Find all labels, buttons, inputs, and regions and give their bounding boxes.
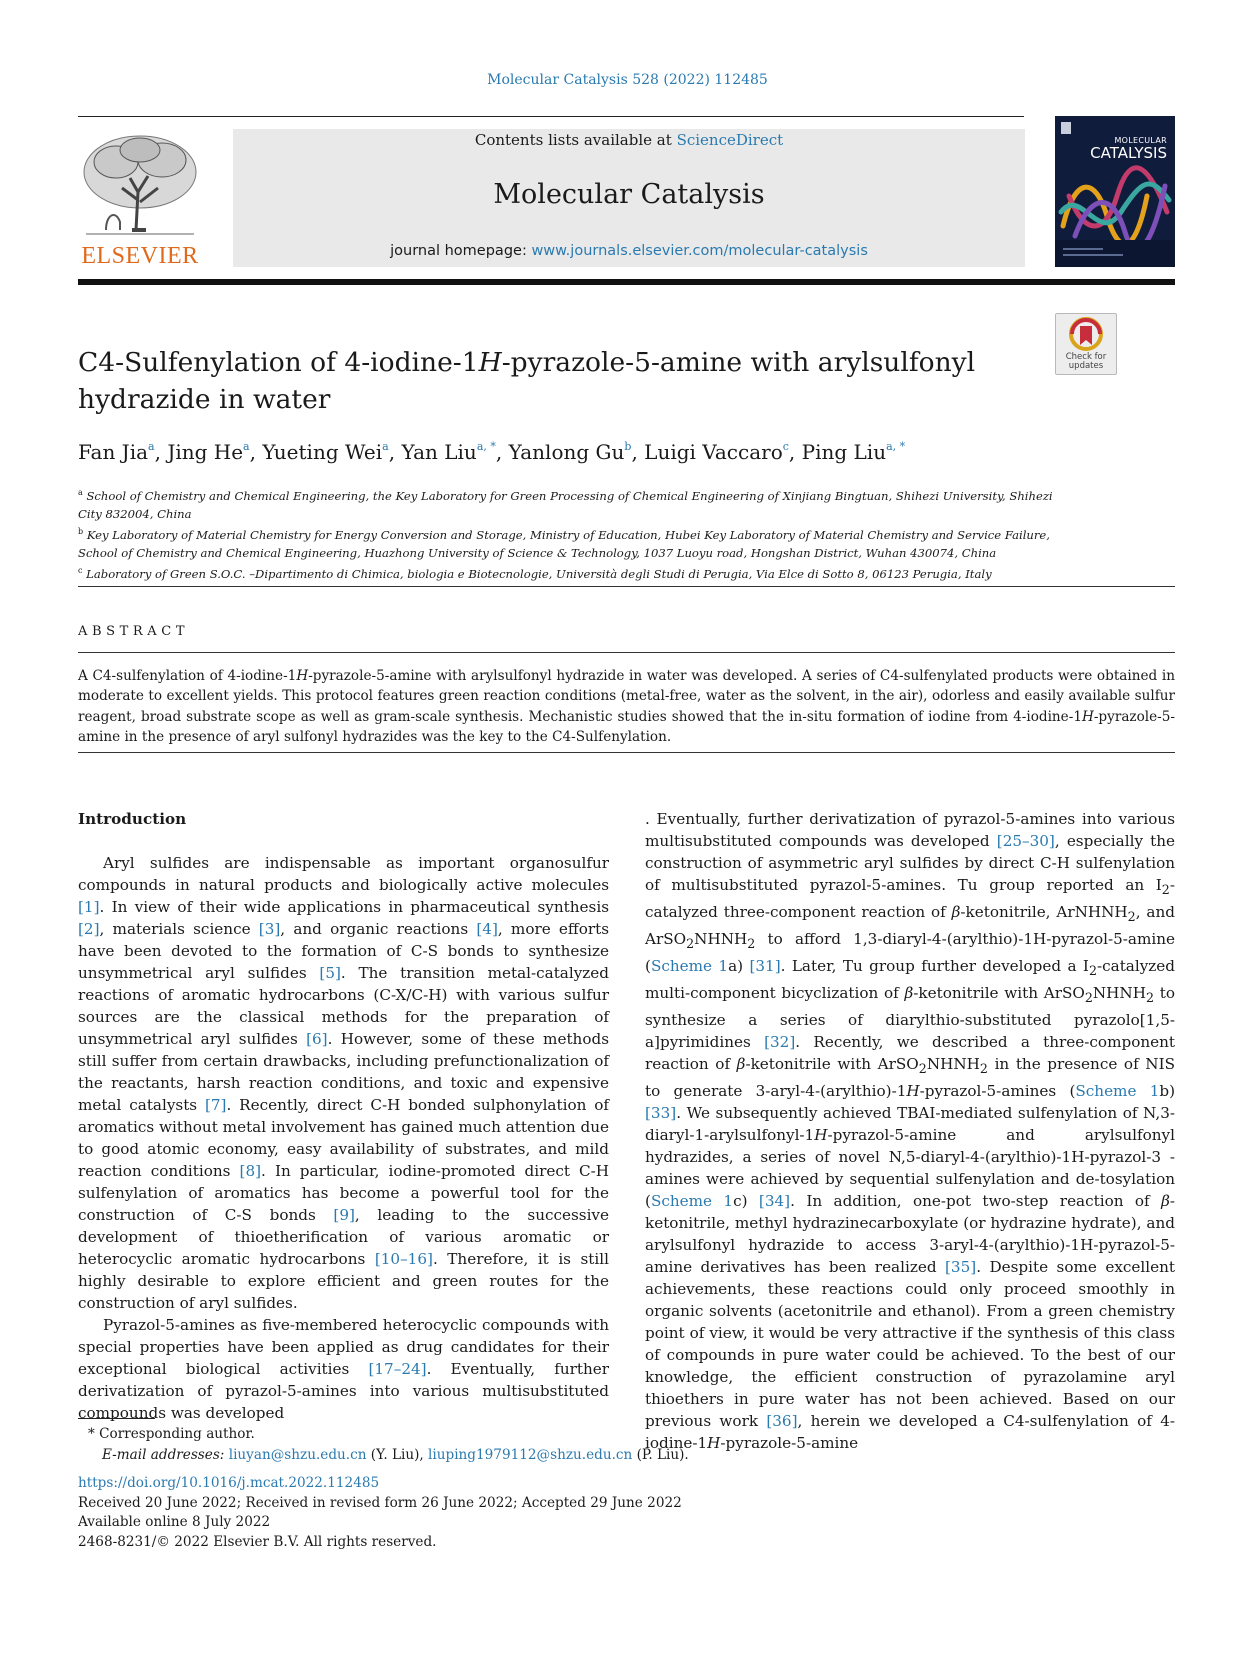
tree-logo-icon (76, 130, 204, 240)
journal-homepage-link[interactable]: www.journals.elsevier.com/molecular-catalysis (531, 243, 868, 259)
check-updates-label: Check for updates (1065, 352, 1107, 371)
paragraph: Pyrazol-5-amines as five-membered heterocyclic compounds with special properties have been applied as drug candidates for their exceptional biological activities [17–24]. Eventually, further derivatization of pyrazol-5-amines into various multisubstituted compounds was developed (78, 1316, 609, 1422)
author: Yanlong Gu (508, 440, 625, 464)
author: Fan Jia (78, 440, 149, 464)
paragraph: Aryl sulfides are indispensable as important organosulfur compounds in natural products and biologically active molecules [1]. In view of their wide applications in pharmaceutical synthesis [2], materials science [3], and organic reactions [4], more efforts have been devoted to the formation of C-S bonds to synthesize unsymmetrical aryl sulfides [5]. The transition metal-catalyzed reactions of aromatic hydrocarbons (C-X/C-H) with various sulfur sources are the classical methods for the preparation of unsymmetrical aryl sulfides [6]. However, some of these methods still suffer from certain drawbacks, including prefunctionalization of the reactants, harsh reaction conditions, and toxic and expensive metal catalysts [7]. Recently, direct C-H bonded sulphonylation of aromatics without metal involvement has gained much attention due to good atomic economy, easy availability of substrates, and mild reaction conditions [8]. In particular, iodine-promoted direct C-H sulfenylation of aromatics has become a powerful tool for the construction of C-S bonds [9], leading to the successive development of thioetherification of various aromatic or heterocyclic aromatic hydrocarbons [10–16]. Therefore, it is still highly desirable to explore efficient and green routes for the construction of aryl sulfides. (78, 854, 610, 1312)
author: Luigi Vaccaro (644, 440, 783, 464)
author: Yueting Wei (262, 440, 383, 464)
publisher-name: ELSEVIER (81, 243, 199, 269)
doi-link[interactable]: https://doi.org/10.1016/j.mcat.2022.112485 (78, 1475, 380, 1491)
reference-link[interactable]: [3] (258, 920, 281, 938)
sciencedirect-link[interactable]: ScienceDirect (676, 131, 784, 149)
reference-link[interactable]: [10–16] (374, 1250, 433, 1268)
author: Jing He (167, 440, 244, 464)
reference-link[interactable]: [17–24] (368, 1360, 427, 1378)
abstract-heading: ABSTRACT (78, 624, 190, 639)
affiliation: $^b$ Key Laboratory of Material Chemistry for Energy Conversion and Storage, Ministry of Education, Hubei Key Laboratory of Material Chemistry and Service Failure, School of Chemistry and Chemical Engineering, Huazhong University of Science & Technology, 1037 Luoyu road, Hongshan District, Wuhan 430074, China (78, 527, 1050, 560)
reference-link[interactable]: [36] (766, 1412, 798, 1431)
affiliations (78, 484, 1078, 584)
scheme-link[interactable]: Scheme 1 (650, 1192, 734, 1211)
journal-name: Molecular Catalysis (493, 179, 765, 210)
email-line: E-mail addresses: liuyan@shzu.edu.cn (Y. Liu), liuping1979112@shzu.edu.cn (P. Liu). (102, 1447, 689, 1463)
body-column-left (78, 808, 609, 1424)
paragraph-continued: . Eventually, further derivatization of pyrazol-5-amines into various multisubstituted compounds was developed [25–30], especially the construction of asymmetric aryl sulfides by direct C-H sulfenylation of multisubstituted pyrazol-5-amines. Tu group reported an $I_2$-catalyzed three-component reaction of β-ketonitrile, ArNHNH$_2$, and $ArSO_2NHNH_2$ to afford 1,3-diaryl-4-(arylthio)-1H-pyrazol-5-amine (Scheme 1a) [31]. Later, Tu group further developed a $I_2$-catalyzed multi-component bicyclization of β-ketonitrile with $ArSO_2NHNH_2$ to synthesize a series of diarylthio-substituted pyrazolo[1,5-a]pyrimidines [32]. Recently, we described a three-component reaction of β-ketonitrile with $ArSO_2NHNH_2$ in the presence of NIS to generate 3-aryl-4-(arylthio)-1H-pyrazol-5-amines (Scheme 1b) [33]. We subsequently achieved TBAI-mediated sulfenylation of N,3-diaryl-1-arylsulfonyl-1H-pyrazol-5-amine and arylsulfonyl hydrazides, a series of novel N,5-diaryl-4-(arylthio)-1H-pyrazol-3 -amines were achieved by sequential sulfenylation and de-tosylation (Scheme 1c) [34]. In addition, one-pot two-step reaction of β-ketonitrile, methyl hydrazinecarboxylate (or hydrazine hydrate), and arylsulfonyl hydrazide to access 3-aryl-4-(arylthio)-1H-pyrazol-5-amine derivatives has been realized [35]. Despite some excellent achievements, these reactions could only proceed smoothly in organic solvents (acetonitrile and ethanol). From a green chemistry point of view, it would be very attractive if the synthesis of this class of compounds in pure water could be achieved. To the best of our knowledge, the efficient construction of pyrazolamine aryl thioethers in pure water has not been achieved. Based on our previous work [36], herein we developed a C4-sulfenylation of 4-iodine-1H-pyrazole-5-amine (645, 810, 1176, 1453)
affiliation: $^a$ School of Chemistry and Chemical Engineering, the Key Laboratory for Green Processing of Chemical Engineering of Xinjiang Bingtuan, Shihezi University, Shihezi City 832004, China (78, 488, 1053, 521)
reference-link[interactable]: [25–30] (996, 832, 1055, 850)
email-link[interactable]: liuping1979112@shzu.edu.cn (428, 1447, 633, 1463)
author-list: Fan Jia$^a$, Jing He$^a$, Yueting Wei$^a$, Yan Liu$^{a, *}$, Yanlong Gu$^b$, Luigi Vaccaro$^c$, Ping Liu$^{a, *}$ (78, 440, 906, 464)
journal-citation[interactable]: Molecular Catalysis 528 (2022) 112485 (487, 72, 768, 88)
available-online: Available online 8 July 2022 (78, 1514, 271, 1530)
publisher-logo[interactable] (76, 130, 204, 270)
reference-link[interactable]: [5] (319, 964, 341, 982)
reference-link[interactable]: [9] (333, 1206, 355, 1224)
article-title: C4-Sulfenylation of 4-iodine-1H-pyrazole-5-amine with arylsulfonyl hydrazide in water (78, 347, 976, 415)
header-bottom-rule (78, 279, 1175, 285)
journal-cover[interactable] (1055, 116, 1175, 267)
cover-title: MOLECULAR CATALYSIS (1090, 136, 1167, 162)
check-for-updates-button[interactable] (1055, 313, 1117, 375)
scheme-link[interactable]: Scheme 1 (650, 957, 729, 976)
email-link[interactable]: liuyan@shzu.edu.cn (228, 1447, 367, 1463)
journal-header (233, 129, 1025, 267)
footnote (78, 1412, 689, 1466)
body-column-right (645, 808, 1175, 1454)
author: Yan Liu (401, 440, 477, 464)
scheme-link[interactable]: Scheme 1 (1075, 1082, 1160, 1101)
header-top-rule (78, 116, 1024, 117)
corresponding-author-note: * Corresponding author. (88, 1426, 255, 1442)
reference-link[interactable]: [33] (645, 1104, 677, 1123)
reference-link[interactable]: [31] (749, 957, 781, 976)
divider (78, 752, 1175, 753)
reference-link[interactable]: [7] (204, 1096, 227, 1114)
author: Ping Liu (801, 440, 887, 464)
section-heading: Introduction (78, 810, 187, 828)
abstract-text: A C4-sulfenylation of 4-iodine-1H-pyrazole-5-amine with arylsulfonyl hydrazide in water was developed. A series of C4-sulfenylated products were obtained in moderate to excellent yields. This protocol features green reaction conditions (metal-free, water as the solvent, in the air), odorless and easily available sulfur reagent, broad substrate scope as well as gram-scale synthesis. Mechanistic studies showed that the in-situ formation of iodine from 4-iodine-1H-pyrazole-5-amine in the presence of aryl sulfonyl hydrazides was the key to the C4-Sulfenylation. (78, 668, 1176, 746)
reference-link[interactable]: [34] (758, 1192, 791, 1211)
divider (78, 652, 1175, 653)
homepage-line: journal homepage: www.journals.elsevier.com/molecular-catalysis (390, 243, 868, 259)
article-info (78, 1466, 682, 1552)
history: Received 20 June 2022; Received in revised form 26 June 2022; Accepted 29 June 2022 (78, 1494, 682, 1511)
reference-link[interactable]: [2] (78, 920, 100, 938)
reference-link[interactable]: [6] (306, 1030, 328, 1048)
reference-link[interactable]: [35] (945, 1258, 977, 1277)
check-updates-icon (1068, 317, 1104, 355)
copyright: 2468-8231/© 2022 Elsevier B.V. All rights reserved. (78, 1533, 437, 1550)
contents-line: Contents lists available at ScienceDirect (474, 131, 784, 149)
reference-link[interactable]: [4] (476, 920, 498, 938)
divider (78, 586, 1175, 587)
reference-link[interactable]: [32] (764, 1033, 796, 1052)
reference-link[interactable]: [8] (239, 1162, 262, 1180)
affiliation: $^c$ Laboratory of Green S.O.C. –Dipartimento di Chimica, biologia e Biotecnologie, Università degli Studi di Perugia, Via Elce di Sotto 8, 06123 Perugia, Italy (78, 566, 992, 581)
reference-link[interactable]: [1] (78, 898, 100, 916)
